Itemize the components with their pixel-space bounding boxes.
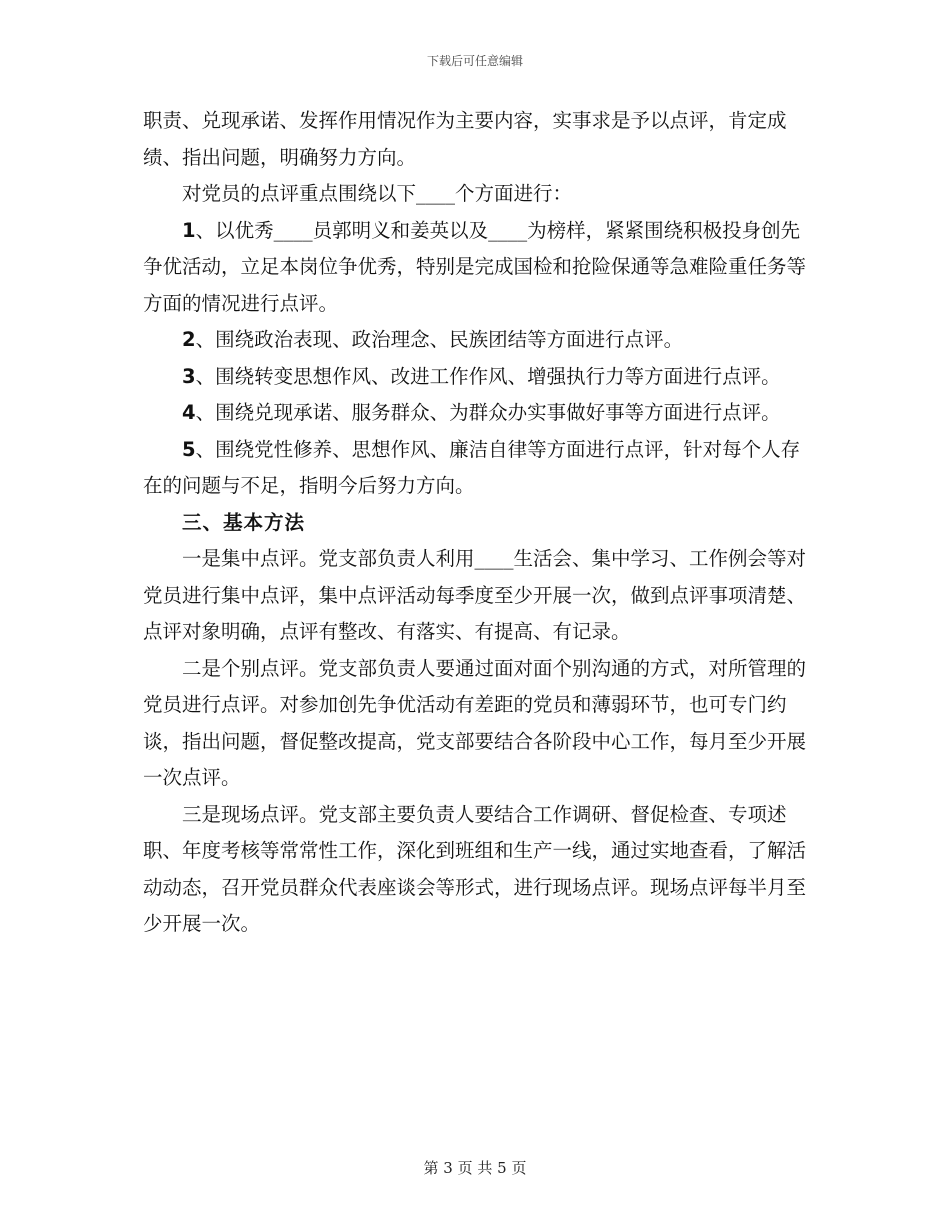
- method-paragraph-3: 三是现场点评。党支部主要负责人要结合工作调研、督促检查、专项述职、年度考核等常常性工作，深化到班组和生产一线，通过实地查看，了解活动动态，召开党员群众代表座谈会等形式，进行现场点评。现场点评每半月至少开展一次。: [143, 802, 807, 935]
- item-number: 1: [182, 218, 196, 242]
- paragraph-continuation: 职责、兑现承诺、发挥作用情况作为主要内容，实事求是予以点评，肯定成绩、指出问题，明确努力方向。: [143, 109, 787, 169]
- item-number: 4: [182, 401, 196, 424]
- document-body: [143, 103, 811, 943]
- list-item-1: [143, 213, 811, 323]
- paragraph-intro: 对党员的点评重点围绕以下____个方面进行：: [182, 182, 573, 205]
- item-number: 2: [182, 328, 196, 351]
- item-number: 3: [182, 364, 196, 388]
- page-footer: 第 3 页 共 5 页: [423, 1159, 527, 1177]
- item-text: 、围绕政治表现、政治理念、民族团结等方面进行点评。: [195, 328, 684, 351]
- section-heading: 三、基本方法: [182, 510, 306, 534]
- item-number: 5: [182, 437, 196, 461]
- list-item-3: [143, 359, 811, 396]
- page-header: 下载后可任意编辑: [426, 54, 523, 68]
- method-paragraph-2: 二是个别点评。党支部负责人要通过面对面个别沟通的方式，对所管理的党员进行点评。对参加创先争优活动有差距的党员和薄弱环节，也可专门约谈，指出问题，督促整改提高，党支部要结合各阶段中心工作，每月至少开展一次点评。: [143, 656, 807, 789]
- item-text: 、围绕转变思想作风、改进工作作风、增强执行力等方面进行点评。: [195, 364, 781, 388]
- list-item-4: [143, 395, 811, 432]
- item-text: 、以优秀____员郭明义和姜英以及____为榜样，紧紧围绕积极投身创先争优活动，立足本岗位争优秀，特别是完成国检和抢险保通等急难险重任务等方面的情况进行点评。: [143, 218, 807, 315]
- list-item-2: [143, 322, 811, 359]
- item-text: 、围绕党性修养、思想作风、廉洁自律等方面进行点评，针对每个人存在的问题与不足，指明今后努力方向。: [143, 437, 801, 497]
- list-item-5: [143, 432, 811, 505]
- item-text: 、围绕兑现承诺、服务群众、为群众办实事做好事等方面进行点评。: [195, 401, 781, 424]
- method-paragraph-1: 一是集中点评。党支部负责人利用____生活会、集中学习、工作例会等对党员进行集中点评，集中点评活动每季度至少开展一次，做到点评事项清楚、点评对象明确，点评有整改、有落实、有提高、有记录。: [143, 547, 807, 643]
